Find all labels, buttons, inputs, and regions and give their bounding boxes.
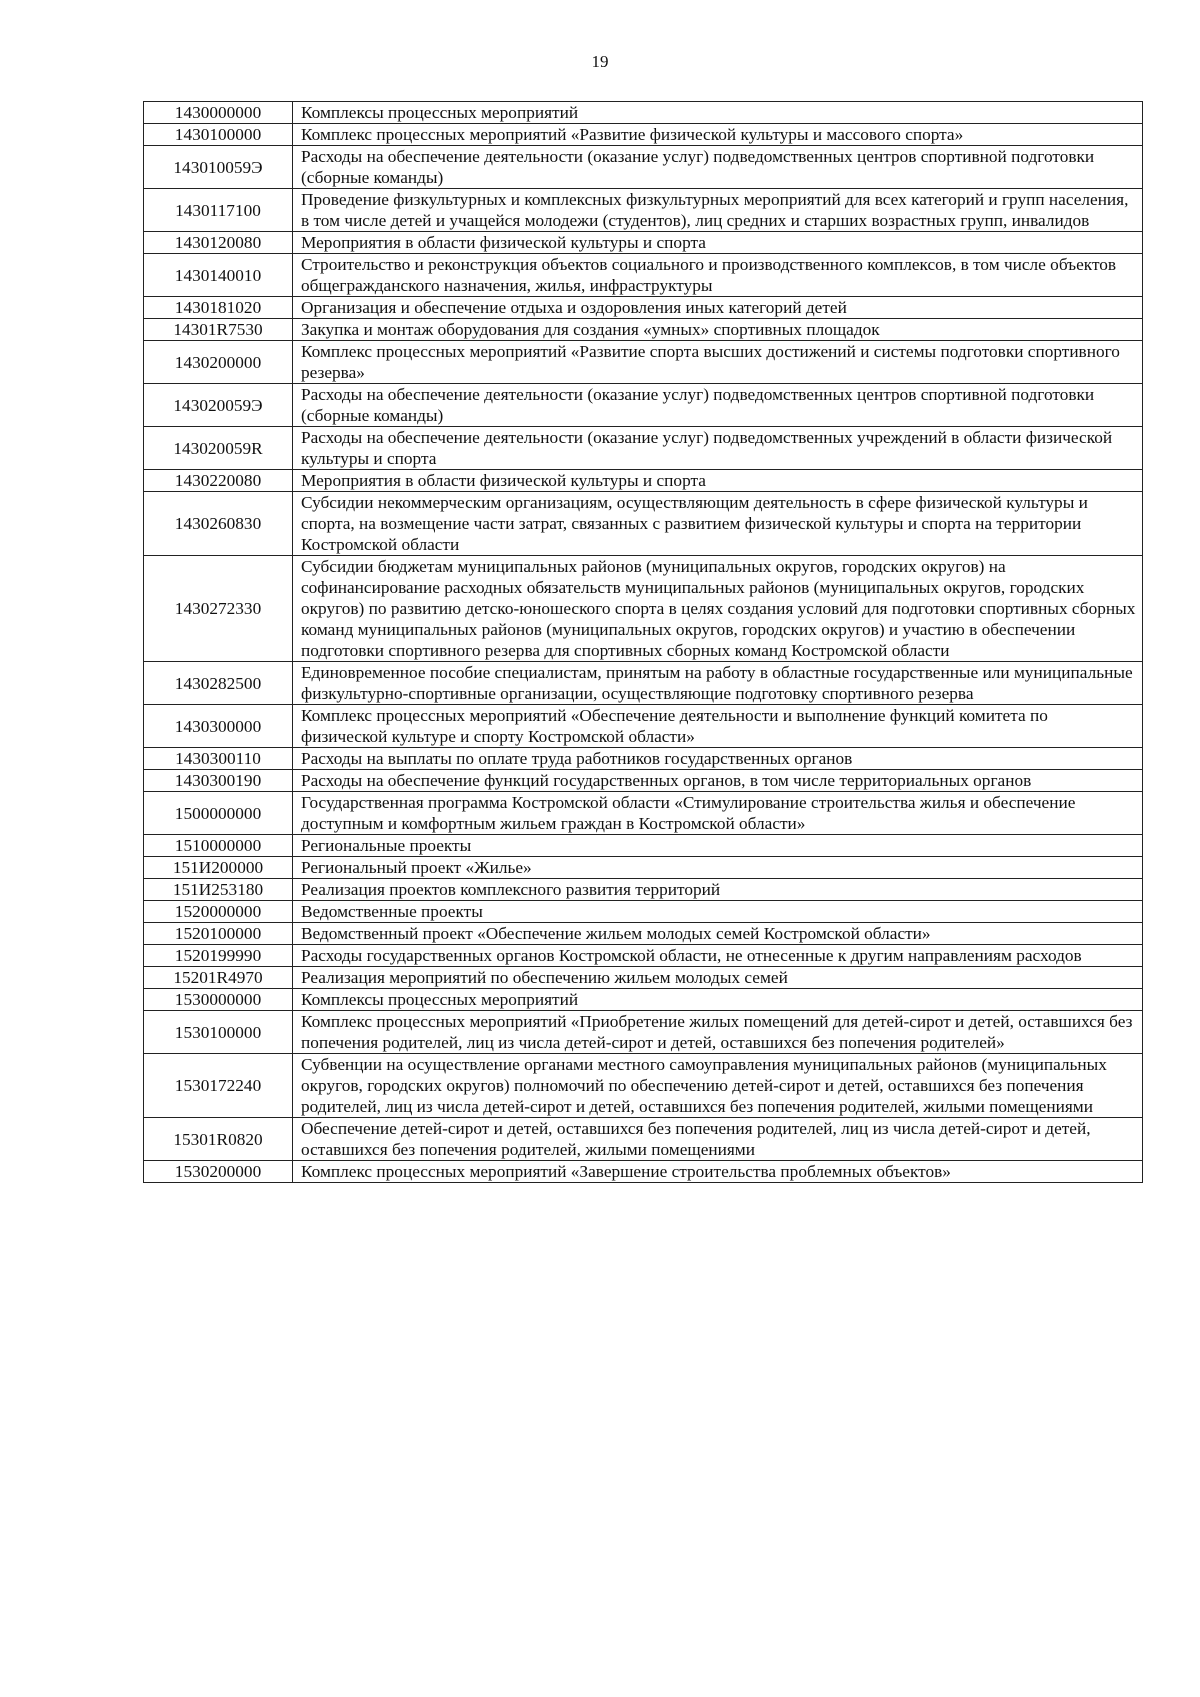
table-row	[144, 492, 1143, 556]
description-cell: Проведение физкультурных и комплексных физкультурных мероприятий для всех категорий и групп населения, в том числе детей и учащейся молодежи (студентов), лиц средних и старших возрастных групп, инвалидов	[293, 189, 1143, 232]
code-cell: 1510000000	[144, 835, 293, 857]
code-cell: 1430282500	[144, 662, 293, 705]
code-cell: 1530172240	[144, 1054, 293, 1118]
code-cell: 1430300190	[144, 770, 293, 792]
description-cell: Мероприятия в области физической культуры и спорта	[293, 470, 1143, 492]
description-cell: Комплексы процессных мероприятий	[293, 102, 1143, 124]
code-cell: 143020059R	[144, 427, 293, 470]
description-cell: Государственная программа Костромской области «Стимулирование строительства жилья и обеспечение доступным и комфортным жильем граждан в Костромской области»	[293, 792, 1143, 835]
description-cell: Ведомственный проект «Обеспечение жильем молодых семей Костромской области»	[293, 923, 1143, 945]
table-row	[144, 556, 1143, 662]
table-row	[144, 835, 1143, 857]
description-cell: Комплекс процессных мероприятий «Развитие физической культуры и массового спорта»	[293, 124, 1143, 146]
table-row	[144, 792, 1143, 835]
code-cell: 15201R4970	[144, 967, 293, 989]
code-cell: 1430120080	[144, 232, 293, 254]
code-cell: 14301R7530	[144, 319, 293, 341]
code-cell: 1430220080	[144, 470, 293, 492]
code-cell: 1430181020	[144, 297, 293, 319]
table-row	[144, 1118, 1143, 1161]
code-cell: 1530100000	[144, 1011, 293, 1054]
code-cell: 1430000000	[144, 102, 293, 124]
description-cell: Субсидии некоммерческим организациям, осуществляющим деятельность в сфере физической культуры и спорта, на возмещение части затрат, связанных с развитием физической культуры и спорта на территории Костромской области	[293, 492, 1143, 556]
description-cell: Расходы на обеспечение функций государственных органов, в том числе территориальных органов	[293, 770, 1143, 792]
code-cell: 1530200000	[144, 1161, 293, 1183]
table-row	[144, 989, 1143, 1011]
description-cell: Комплекс процессных мероприятий «Приобретение жилых помещений для детей-сирот и детей, оставшихся без попечения родителей, лиц из числа детей-сирот и детей, оставшихся без попечения родителей»	[293, 1011, 1143, 1054]
code-cell: 1430272330	[144, 556, 293, 662]
table-row	[144, 146, 1143, 189]
description-cell: Комплексы процессных мероприятий	[293, 989, 1143, 1011]
description-cell: Комплекс процессных мероприятий «Обеспечение деятельности и выполнение функций комитета по физической культуре и спорту Костромской области»	[293, 705, 1143, 748]
table-row	[144, 189, 1143, 232]
description-cell: Обеспечение детей-сирот и детей, оставшихся без попечения родителей, лиц из числа детей-сирот и детей, оставшихся без попечения родителей, жилыми помещениями	[293, 1118, 1143, 1161]
description-cell: Расходы на выплаты по оплате труда работников государственных органов	[293, 748, 1143, 770]
table-row	[144, 662, 1143, 705]
description-cell: Субвенции на осуществление органами местного самоуправления муниципальных районов (муниципальных округов, городских округов) полномочий по обеспечению детей-сирот и детей, оставшихся без попечения родителей, лиц из числа детей-сирот и детей, оставшихся без попечения родителей, жилыми помещениями	[293, 1054, 1143, 1118]
description-cell: Мероприятия в области физической культуры и спорта	[293, 232, 1143, 254]
table-row	[144, 967, 1143, 989]
table-row	[144, 319, 1143, 341]
table-row	[144, 901, 1143, 923]
code-cell: 1430260830	[144, 492, 293, 556]
description-cell: Реализация мероприятий по обеспечению жильем молодых семей	[293, 967, 1143, 989]
code-cell: 1430140010	[144, 254, 293, 297]
table-row	[144, 923, 1143, 945]
code-cell: 143010059Э	[144, 146, 293, 189]
table-row	[144, 879, 1143, 901]
code-cell: 151И253180	[144, 879, 293, 901]
code-cell: 1530000000	[144, 989, 293, 1011]
description-cell: Единовременное пособие специалистам, принятым на работу в областные государственные или муниципальные физкультурно-спортивные организации, осуществляющие подготовку спортивного резерва	[293, 662, 1143, 705]
table-row	[144, 102, 1143, 124]
table-body	[144, 102, 1143, 1183]
description-cell: Строительство и реконструкция объектов социального и производственного комплексов, в том числе объектов общегражданского назначения, жилья, инфраструктуры	[293, 254, 1143, 297]
code-cell: 143020059Э	[144, 384, 293, 427]
table-row	[144, 705, 1143, 748]
table-row	[144, 341, 1143, 384]
description-cell: Расходы на обеспечение деятельности (оказание услуг) подведомственных учреждений в области физической культуры и спорта	[293, 427, 1143, 470]
description-cell: Организация и обеспечение отдыха и оздоровления иных категорий детей	[293, 297, 1143, 319]
budget-classification-table	[143, 101, 1143, 1183]
description-cell: Расходы на обеспечение деятельности (оказание услуг) подведомственных центров спортивной подготовки (сборные команды)	[293, 146, 1143, 189]
description-cell: Расходы государственных органов Костромской области, не отнесенные к другим направлениям расходов	[293, 945, 1143, 967]
table-row	[144, 297, 1143, 319]
description-cell: Ведомственные проекты	[293, 901, 1143, 923]
table-row	[144, 945, 1143, 967]
description-cell: Субсидии бюджетам муниципальных районов (муниципальных округов, городских округов) на софинансирование расходных обязательств муниципальных районов (муниципальных округов, городских округов) по развитию детско-юношеского спорта в целях создания условий для подготовки спортивных сборных команд муниципальных районов (муниципальных округов, городских округов) и участию в обеспечении подготовки спортивного резерва для спортивных сборных команд Костромской области	[293, 556, 1143, 662]
table-row	[144, 232, 1143, 254]
table-row	[144, 254, 1143, 297]
code-cell: 1500000000	[144, 792, 293, 835]
code-cell: 1430100000	[144, 124, 293, 146]
table-row	[144, 770, 1143, 792]
code-cell: 1520100000	[144, 923, 293, 945]
table-row	[144, 1011, 1143, 1054]
description-cell: Комплекс процессных мероприятий «Завершение строительства проблемных объектов»	[293, 1161, 1143, 1183]
table-row	[144, 470, 1143, 492]
description-cell: Региональные проекты	[293, 835, 1143, 857]
description-cell: Региональный проект «Жилье»	[293, 857, 1143, 879]
table-row	[144, 1054, 1143, 1118]
table-row	[144, 124, 1143, 146]
code-cell: 1520000000	[144, 901, 293, 923]
table-row	[144, 384, 1143, 427]
code-cell: 1430117100	[144, 189, 293, 232]
code-cell: 15301R0820	[144, 1118, 293, 1161]
code-cell: 151И200000	[144, 857, 293, 879]
table-row	[144, 857, 1143, 879]
description-cell: Комплекс процессных мероприятий «Развитие спорта высших достижений и системы подготовки спортивного резерва»	[293, 341, 1143, 384]
code-cell: 1430300000	[144, 705, 293, 748]
table-row	[144, 748, 1143, 770]
page-number: 19	[591, 52, 609, 71]
description-cell: Расходы на обеспечение деятельности (оказание услуг) подведомственных центров спортивной подготовки (сборные команды)	[293, 384, 1143, 427]
description-cell: Реализация проектов комплексного развития территорий	[293, 879, 1143, 901]
table-row	[144, 1161, 1143, 1183]
description-cell: Закупка и монтаж оборудования для создания «умных» спортивных площадок	[293, 319, 1143, 341]
table-row	[144, 427, 1143, 470]
code-cell: 1430300110	[144, 748, 293, 770]
code-cell: 1520199990	[144, 945, 293, 967]
code-cell: 1430200000	[144, 341, 293, 384]
